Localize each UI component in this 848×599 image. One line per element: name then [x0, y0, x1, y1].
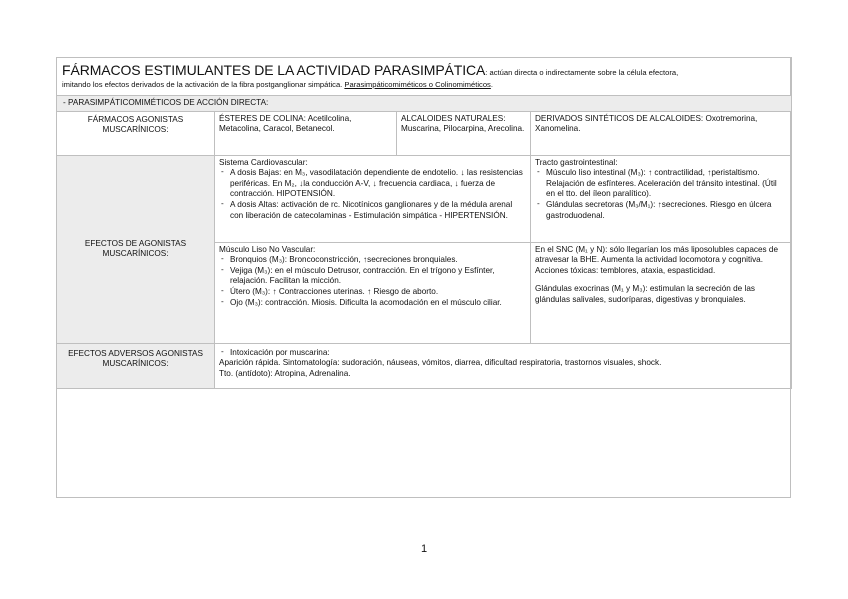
- title-cell: [57, 58, 792, 96]
- cardiovascular-cell: [215, 155, 531, 242]
- gastrointestinal-cell: [531, 155, 792, 242]
- adverse-symptoms: Aparición rápida. Sintomatología: sudoración, náuseas, vómitos, diarrea, dificultad respiratoria, trastornos visuales, shock.: [219, 358, 662, 368]
- effects-label: EFECTOS DE AGONISTAS MUSCARÍNICOS:: [57, 155, 215, 343]
- adverse-row: [57, 343, 792, 388]
- list-item: - Vejiga (M₃): en el músculo Detrusor, contracción. En el trígono y Esfínter, relajación. Facilitan la micción.: [219, 266, 526, 287]
- adverse-list: [219, 348, 787, 359]
- smooth-muscle-heading: Músculo Liso No Vascular:: [219, 244, 316, 254]
- title-period: .: [490, 79, 493, 89]
- synthetic-alkaloids-cell: DERIVADOS SINTÉTICOS DE ALCALOIDES: Oxotremorina, Xanomelina.: [531, 111, 792, 155]
- title-description-start: : actúan directa o indirectamente sobre la célula efectora,: [485, 68, 679, 77]
- parasympathomimetics-link[interactable]: Parasimpáticomiméticos o Colinomiméticos: [344, 79, 491, 89]
- adverse-antidote: Tto. (antídoto): Atropina, Adrenalina.: [219, 368, 351, 378]
- list-item: - Bronquios (M₃): Broncoconstricción, ↑secreciones bronquiales.: [219, 255, 526, 266]
- list-item: - Glándulas secretoras (M₃/M₁): ↑secreciones. Riesgo en úlcera gastroduodenal.: [535, 200, 787, 221]
- gastrointestinal-list: [535, 168, 787, 221]
- exocrine-glands-text: Glándulas exocrinas (M₁ y M₃): estimulan la secreción de las glándulas salivales, sudoríparas, digestivas y bronquiales.: [535, 284, 755, 304]
- cns-cell: [531, 242, 792, 343]
- list-item: - Músculo liso intestinal (M₃): ↑ contractilidad, ↑peristaltismo. Relajación de esfínteres. Aceleración del tránsito intestinal. (Útil en el tto. del íleon paralítico).: [535, 168, 787, 200]
- title-description-continued: imitando los efectos derivados de la activación de la fibra postganglionar simpática.: [62, 79, 345, 89]
- choline-esters-cell: ÉSTERES DE COLINA: Acetilcolina, Metacolina, Caracol, Betanecol.: [215, 111, 397, 155]
- list-item: - Ojo (M₃): contracción. Miosis. Dificulta la acomodación en el músculo ciliar.: [219, 298, 526, 309]
- adverse-cell: [215, 343, 792, 388]
- list-item: - A dosis Altas: activación de rc. Nicotínicos ganglionares y de la médula arenal con liberación de catecolaminas - Estimulación simpática - HIPERTENSIÓN.: [219, 200, 526, 221]
- cns-text: En el SNC (M₁ y N): sólo llegarían los más liposolubles capaces de atravesar la BHE. Aumenta la actividad locomotora y cognitiva. Acciones tóxicas: temblores, ataxia, espasticidad.: [535, 244, 779, 275]
- agonists-label: FÁRMACOS AGONISTAS MUSCARÍNICOS:: [57, 111, 215, 155]
- agonists-row: [57, 111, 792, 155]
- section-heading: - PARASIMPÁTICOMIMÉTICOS DE ACCIÓN DIRECTA:: [57, 96, 792, 112]
- document-title: FÁRMACOS ESTIMULANTES DE LA ACTIVIDAD PARASIMPÁTICA: [62, 62, 486, 78]
- title-row: [57, 58, 792, 96]
- list-item: - Útero (M₃): ↑ Contracciones uterinas. ↑ Riesgo de aborto.: [219, 287, 526, 298]
- adverse-label: EFECTOS ADVERSOS AGONISTAS MUSCARÍNICOS:: [57, 343, 215, 388]
- list-item: - A dosis Bajas: en M₃, vasodilatación dependiente de endotelio. ↓ las resistencias periféricas. En M₂, ↓la conducción A-V, ↓ frecuencia cardiaca, ↓ fuerza de contracción. HIPOTENSIÓN.: [219, 168, 526, 200]
- effects-row-1: [57, 155, 792, 242]
- natural-alkaloids-cell: ALCALOIDES NATURALES: Muscarina, Pilocarpina, Arecolina.: [397, 111, 531, 155]
- smooth-muscle-cell: [215, 242, 531, 343]
- gastrointestinal-heading: Tracto gastrointestinal:: [535, 157, 618, 167]
- pharmacology-table: [56, 57, 792, 389]
- smooth-muscle-list: [219, 255, 526, 308]
- page-number: 1: [420, 543, 428, 555]
- cardiovascular-heading: Sistema Cardiovascular:: [219, 157, 308, 167]
- section-row: [57, 96, 792, 112]
- list-item: - Intoxicación por muscarina:: [219, 348, 787, 359]
- cardiovascular-list: [219, 168, 526, 221]
